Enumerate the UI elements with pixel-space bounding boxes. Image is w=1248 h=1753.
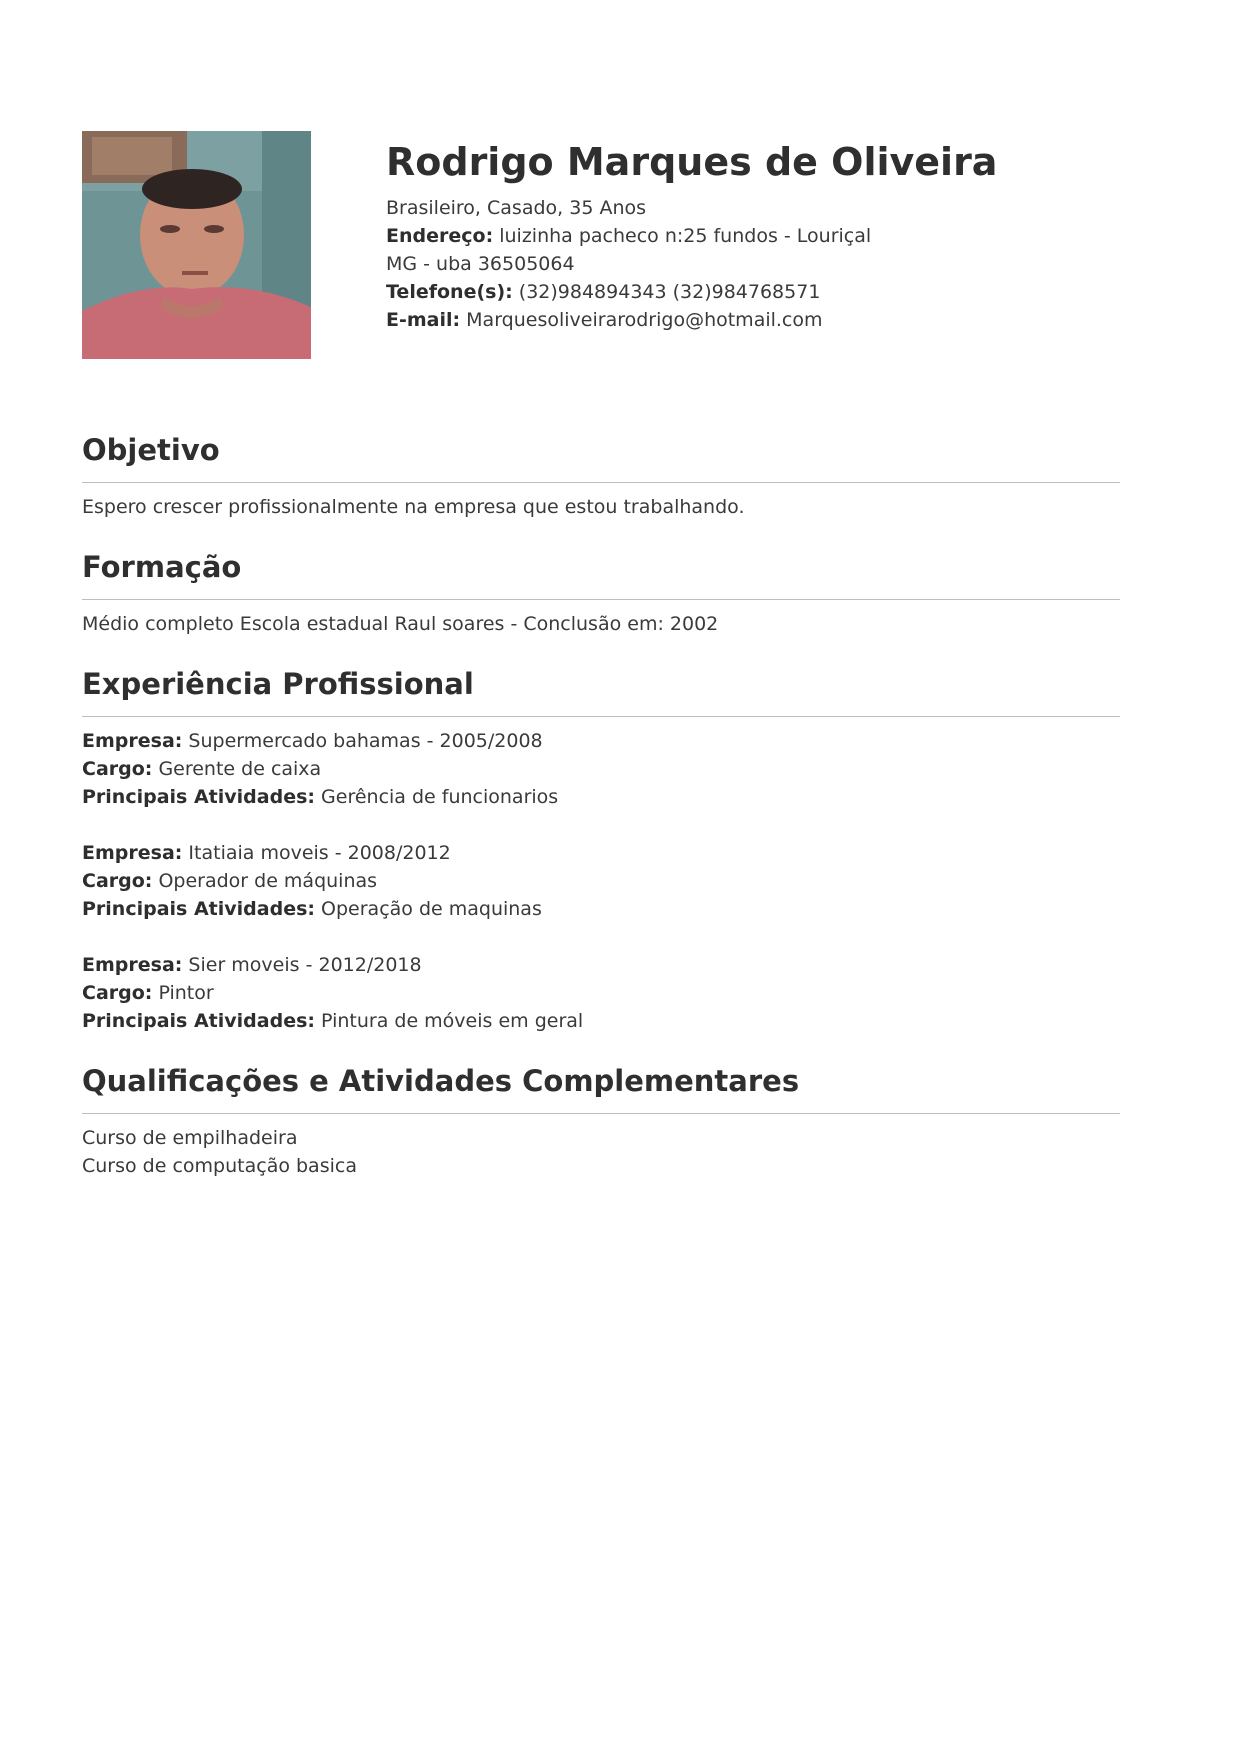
job-activities: Pintura de móveis em geral [321,1010,584,1032]
objective-text: Espero crescer profissionalmente na empresa que estou trabalhando. [82,496,745,518]
qualifications-section [82,1061,1120,1206]
email-line [386,306,1166,334]
qualifications-list [82,1114,1120,1206]
qualifications-title: Qualificações e Atividades Complementares [82,1061,1120,1114]
email-value: Marquesoliveirarodrigo@hotmail.com [466,309,823,331]
objective-title: Objetivo [82,430,1120,483]
qualification-item: Curso de empilhadeira [82,1127,298,1149]
activities-label: Principais Atividades: [82,1010,315,1032]
job-entry [82,951,1120,1035]
profile-header [386,140,1166,334]
activities-label: Principais Atividades: [82,898,315,920]
qualification-item: Curso de computação basica [82,1155,357,1177]
company-label: Empresa: [82,730,183,752]
candidate-name: Rodrigo Marques de Oliveira [386,140,998,184]
education-title: Formação [82,547,1120,600]
job-role-line [82,979,1120,1007]
job-company-line [82,727,1120,755]
job-activities-line [82,783,1120,811]
phone-line [386,278,1166,306]
job-activities-line [82,895,1120,923]
role-label: Cargo: [82,982,153,1004]
job-company: Sier moveis - 2012/2018 [188,954,422,976]
objective-section [82,430,1120,547]
role-label: Cargo: [82,870,153,892]
experience-section [82,664,1120,1061]
job-entry [82,727,1120,811]
address-line-1 [386,222,1166,250]
job-role-line [82,755,1120,783]
job-role: Pintor [158,982,214,1004]
email-label: E-mail: [386,309,461,331]
personal-summary: Brasileiro, Casado, 35 Anos [386,197,647,219]
company-label: Empresa: [82,842,183,864]
resume-body [82,430,1120,1206]
address-value: luizinha pacheco n:25 fundos - Louriçal [499,225,872,247]
job-company: Itatiaia moveis - 2008/2012 [188,842,451,864]
profile-photo-image [82,131,311,359]
profile-photo [82,131,311,359]
role-label: Cargo: [82,758,153,780]
job-company-line [82,951,1120,979]
experience-list [82,717,1120,1061]
job-role: Gerente de caixa [158,758,322,780]
education-text: Médio completo Escola estadual Raul soares - Conclusão em: 2002 [82,613,719,635]
job-role: Operador de máquinas [158,870,378,892]
education-section [82,547,1120,664]
phone-label: Telefone(s): [386,281,513,303]
address-line-2: MG - uba 36505064 [386,253,575,275]
phone-value: (32)984894343 (32)984768571 [518,281,821,303]
company-label: Empresa: [82,954,183,976]
job-company: Supermercado bahamas - 2005/2008 [188,730,543,752]
address-label: Endereço: [386,225,494,247]
job-role-line [82,867,1120,895]
job-activities: Operação de maquinas [321,898,542,920]
experience-title: Experiência Profissional [82,664,1120,717]
job-activities-line [82,1007,1120,1035]
job-entry [82,839,1120,923]
job-company-line [82,839,1120,867]
activities-label: Principais Atividades: [82,786,315,808]
job-activities: Gerência de funcionarios [321,786,559,808]
